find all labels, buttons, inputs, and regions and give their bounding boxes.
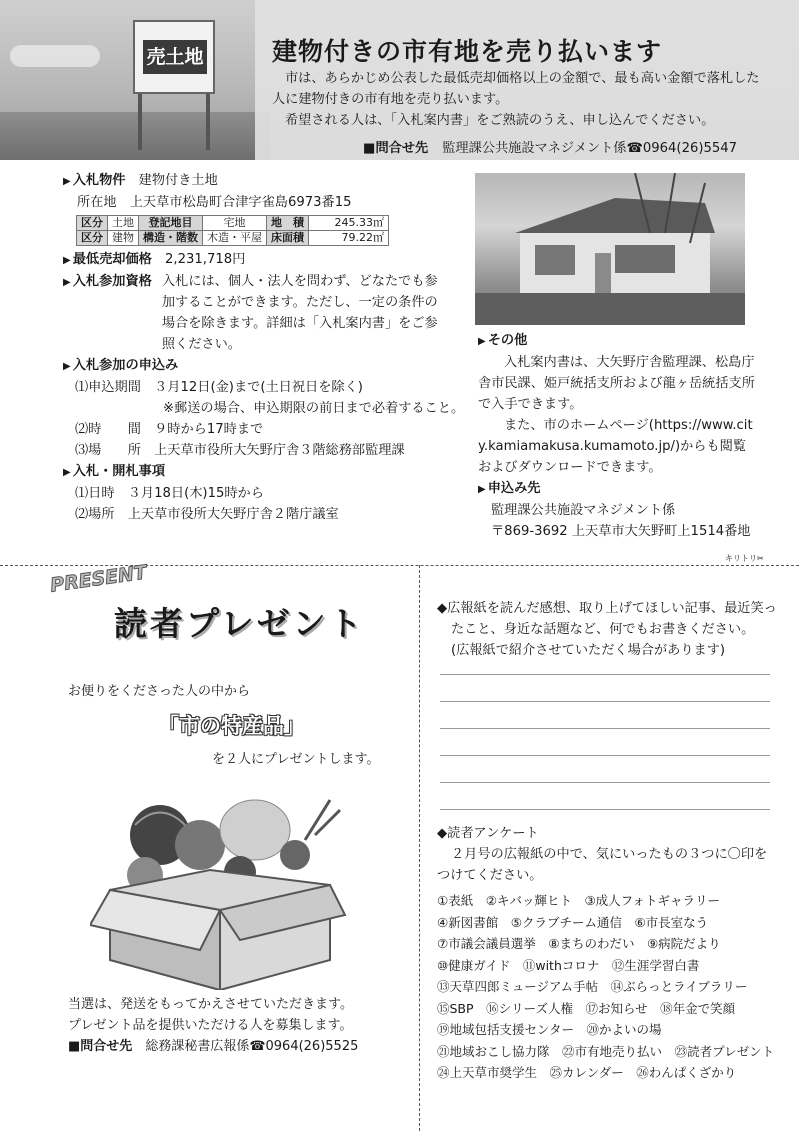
other-heading: ▶ その他 <box>478 330 758 352</box>
apply-heading: ▶ 入札参加の申込み <box>63 355 463 377</box>
present-contact-label: ■問合せ先 <box>68 1039 133 1054</box>
table-cell: 木造・平屋 <box>203 231 267 246</box>
other-text-2: また、市のホームページ(https://www.city.kamiamakusa.kumamoto.jp/)からも閲覧およびダウンロードできます。 <box>478 418 753 475</box>
survey-item[interactable]: ⑬天草四郎ミュージアム手帖 <box>437 979 599 994</box>
answer-line[interactable] <box>440 755 770 756</box>
answer-line[interactable] <box>440 782 770 783</box>
banner-contact <box>363 137 737 156</box>
banner <box>0 0 799 160</box>
survey-item[interactable]: ⑫生涯学習白書 <box>611 957 700 973</box>
open-date: ⑴日時 ３月18日(木)15時から <box>75 486 264 501</box>
survey-items <box>437 890 777 1084</box>
survey-heading: ◆読者アンケート <box>437 826 539 841</box>
contact-text: 監理課公共施設マネジメント係☎0964(26)5547 <box>442 141 738 156</box>
survey-item[interactable]: ②キバッ輝ヒト <box>485 893 572 908</box>
price-heading: ▶ 最低売却価格 <box>63 252 152 267</box>
table-cell: 構造・階数 <box>139 231 203 246</box>
table-cell: 区分 <box>77 231 108 246</box>
survey-item[interactable]: ⑥市長室なう <box>634 914 709 930</box>
present-text: お便りをくださった人の中から <box>68 684 251 699</box>
present-note-2: プレゼント品を提供いただける人を募集します。 <box>68 1018 353 1033</box>
apply-time: ⑵時 間 ９時から17時まで <box>75 422 264 437</box>
qualification-text: 入札には、個人・法人を問わず、どなたでも参加することができます。ただし、一定の条件の場合を除きます。詳細は「入札案内書」をご参照ください。 <box>161 274 438 352</box>
survey-item[interactable]: ④新図書館 <box>437 914 499 930</box>
apply-note: ※郵送の場合、申込期限の前日まで必着すること。 <box>163 401 465 416</box>
apply-place: ⑶場 所 上天草市役所大矢野庁舎３階総務部監理課 <box>75 443 405 458</box>
survey-text: ２月号の広報紙の中で、気にいったもの３つに〇印をつけてください。 <box>437 847 768 883</box>
house-illustration <box>475 173 745 325</box>
survey-item[interactable]: ⑦市議会議員選挙 <box>437 936 536 951</box>
cut-line-vertical <box>419 565 420 1131</box>
survey-item[interactable]: ⑲地域包括支援センター <box>437 1022 575 1037</box>
table-cell: 79.22㎡ <box>309 231 389 246</box>
apply-to-office: 監理課公共施設マネジメント係 <box>491 503 676 518</box>
feedback-sub: (広報紙で紹介させていただく場合があります) <box>451 643 726 658</box>
survey-item[interactable]: ㉓読者プレゼント <box>674 1043 775 1059</box>
open-heading: ▶ 入札・開札事項 <box>63 461 463 483</box>
page-title: 建物付きの市有地を売り払います <box>272 37 663 66</box>
other-text: 入札案内書は、大矢野庁舎監理課、松島庁舎市民課、姫戸統括支所および龍ヶ岳統括支所で入手できます。 <box>478 355 755 412</box>
survey-item[interactable]: ㉑地域おこし協力隊 <box>437 1043 550 1059</box>
survey-item[interactable]: ⑱年金で笑顔 <box>660 1000 736 1016</box>
present-logo: PRESENT <box>48 561 149 597</box>
table-cell: 床面積 <box>267 231 309 246</box>
present-note: 当選は、発送をもってかえさせていただきます。 <box>68 997 353 1012</box>
feedback-question <box>437 598 777 661</box>
open-place: ⑵場所 上天草市役所大矢野庁舎２階庁議室 <box>75 507 339 522</box>
field-image <box>0 112 270 160</box>
apply-period: ⑴申込期間 ３月12日(金)まで(土日祝日を除く) <box>75 380 363 395</box>
sign-label: 売土地 <box>143 40 207 74</box>
survey-item[interactable]: ⑨病院だより <box>646 936 721 951</box>
survey-item[interactable]: ㉕カレンダー <box>549 1065 624 1080</box>
table-cell: 登記地目 <box>139 216 203 231</box>
survey-item[interactable]: ㉔上天草市奨学生 <box>437 1065 538 1080</box>
answer-line[interactable] <box>440 728 770 729</box>
survey-item[interactable]: ㉖わんぱくざかり <box>636 1065 737 1080</box>
table-cell: 区分 <box>77 216 108 231</box>
intro-text: 市は、あらかじめ公表した最低売却価格以上の金額で、最も高い金額で落札した人に建物付きの市有地を売り払います。 <box>272 71 760 107</box>
present-contact: 総務課秘書広報係☎0964(26)5525 <box>145 1039 359 1054</box>
survey-item[interactable]: ①表紙 <box>437 893 474 908</box>
present-item: 「市の特産品」 <box>158 714 305 738</box>
survey-item[interactable]: ⑰お知らせ <box>585 1000 648 1016</box>
address-label: 所在地 <box>77 195 117 210</box>
table-cell: 245.33㎡ <box>309 216 389 231</box>
answer-line[interactable] <box>440 674 770 675</box>
cut-label: キリトリ✂ <box>725 554 764 563</box>
apply-to-heading: ▶ 申込み先 <box>478 478 758 500</box>
apply-to-address: 〒869-3692 上天草市大矢野町上1514番地 <box>491 524 751 539</box>
survey-item[interactable]: ⑪withコロナ <box>522 957 600 973</box>
other-section <box>478 330 758 542</box>
table-cell: 地 積 <box>267 216 309 231</box>
contact-label: ■問合せ先 <box>363 141 429 156</box>
survey-item[interactable]: ⑭ぶらっとライブラリー <box>610 979 748 994</box>
table-row <box>77 216 389 231</box>
survey-section <box>437 823 777 886</box>
table-cell: 土地 <box>108 216 139 231</box>
intro-text-2: 希望される人は、「入札案内書」をご熟読のうえ、申し込んでください。 <box>285 113 715 128</box>
present-notes <box>68 994 358 1057</box>
survey-item[interactable]: ③成人フォトギャラリー <box>584 893 721 908</box>
address-value: 上天草市松島町合津字雀島6973番15 <box>129 195 352 210</box>
property-table <box>76 215 389 246</box>
property-heading: ▶ 入札物件 <box>63 173 125 188</box>
survey-item[interactable]: ⑮SBP <box>437 1000 474 1016</box>
vegetable-box-illustration <box>90 790 350 990</box>
answer-line[interactable] <box>440 701 770 702</box>
banner-text <box>272 68 772 131</box>
property-name: 建物付き土地 <box>138 173 218 188</box>
present-title: 読者プレゼント <box>114 604 365 643</box>
survey-item[interactable]: ⑩健康ガイド <box>437 957 511 973</box>
answer-line[interactable] <box>440 809 770 810</box>
survey-item[interactable]: ⑧まちのわだい <box>548 936 635 951</box>
feedback-heading: ◆広報紙を読んだ感想、取り上げてほしい記事、最近笑ったこと、身近な話題など、何でもお書きください。 <box>437 601 777 637</box>
table-cell: 建物 <box>108 231 139 246</box>
for-sale-sign <box>133 20 215 94</box>
price-value: 2,231,718円 <box>165 252 246 267</box>
cloud-image <box>10 45 100 67</box>
survey-item[interactable]: ㉒市有地売り払い <box>562 1043 663 1059</box>
survey-item[interactable]: ⑳かよいの場 <box>586 1022 662 1037</box>
survey-item[interactable]: ⑤クラブチーム通信 <box>510 914 622 930</box>
table-row <box>77 231 389 246</box>
present-text-2: を２人にプレゼントします。 <box>212 752 380 767</box>
qualification-heading: ▶ 入札参加資格 <box>63 271 152 355</box>
house-photo <box>475 173 745 325</box>
property-section <box>63 170 463 525</box>
survey-item[interactable]: ⑯シリーズ人権 <box>486 1000 573 1016</box>
table-cell: 宅地 <box>203 216 267 231</box>
